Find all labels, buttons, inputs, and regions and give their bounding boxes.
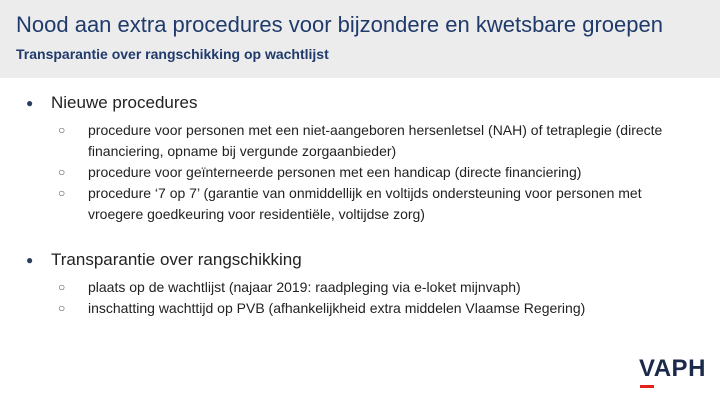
hollow-bullet-icon: ○ [58, 165, 66, 179]
sub-bullet-item [58, 298, 706, 319]
sub-bullet-text: procedure voor geïnterneerde personen met een handicap (directe financiering) [88, 164, 582, 180]
sub-bullet-item [58, 277, 706, 298]
sub-bullet-text: procedure ‘7 op 7’ (garantie van onmiddellijk en voltijds ondersteuning voor personen met vroegere goedkeuring voor residentiële, voltijdse zorg) [88, 185, 642, 222]
sub-bullet-item [58, 162, 706, 183]
bullet-group-transparency [26, 249, 706, 319]
title-band [0, 0, 720, 78]
slide-title: Nood aan extra procedures voor bijzondere en kwetsbare groepen [16, 12, 663, 37]
hollow-bullet-icon: ○ [58, 280, 66, 294]
sub-bullet-list [58, 120, 706, 225]
logo-accent-bar [640, 385, 654, 388]
bullet-list [26, 92, 706, 319]
sub-bullet-item [58, 120, 706, 162]
sub-bullet-item [58, 183, 706, 225]
filled-bullet-icon: ● [26, 253, 34, 267]
hollow-bullet-icon: ○ [58, 123, 66, 137]
filled-bullet-icon: ● [26, 96, 34, 110]
hollow-bullet-icon: ○ [58, 301, 66, 315]
bullet-label: Nieuwe procedures [51, 93, 198, 112]
bullet-label: Transparantie over rangschikking [51, 250, 302, 269]
bullet-group-new-procedures [26, 92, 706, 225]
sub-bullet-text: procedure voor personen met een niet-aangeboren hersenletsel (NAH) of tetraplegie (directe financiering, opname bij vergunde zorgaanbieder) [88, 122, 663, 159]
hollow-bullet-icon: ○ [58, 186, 66, 200]
bullet-level1 [26, 249, 706, 271]
sub-bullet-list [58, 277, 706, 319]
vaph-logo: VAPH [639, 355, 706, 382]
sub-bullet-text: inschatting wachttijd op PVB (afhankelijkheid extra middelen Vlaamse Regering) [88, 300, 586, 316]
slide-subtitle: Transparantie over rangschikking op wachtlijst [16, 46, 329, 62]
bullet-level1 [26, 92, 706, 114]
sub-bullet-text: plaats op de wachtlijst (najaar 2019: raadpleging via e-loket mijnvaph) [88, 279, 521, 295]
